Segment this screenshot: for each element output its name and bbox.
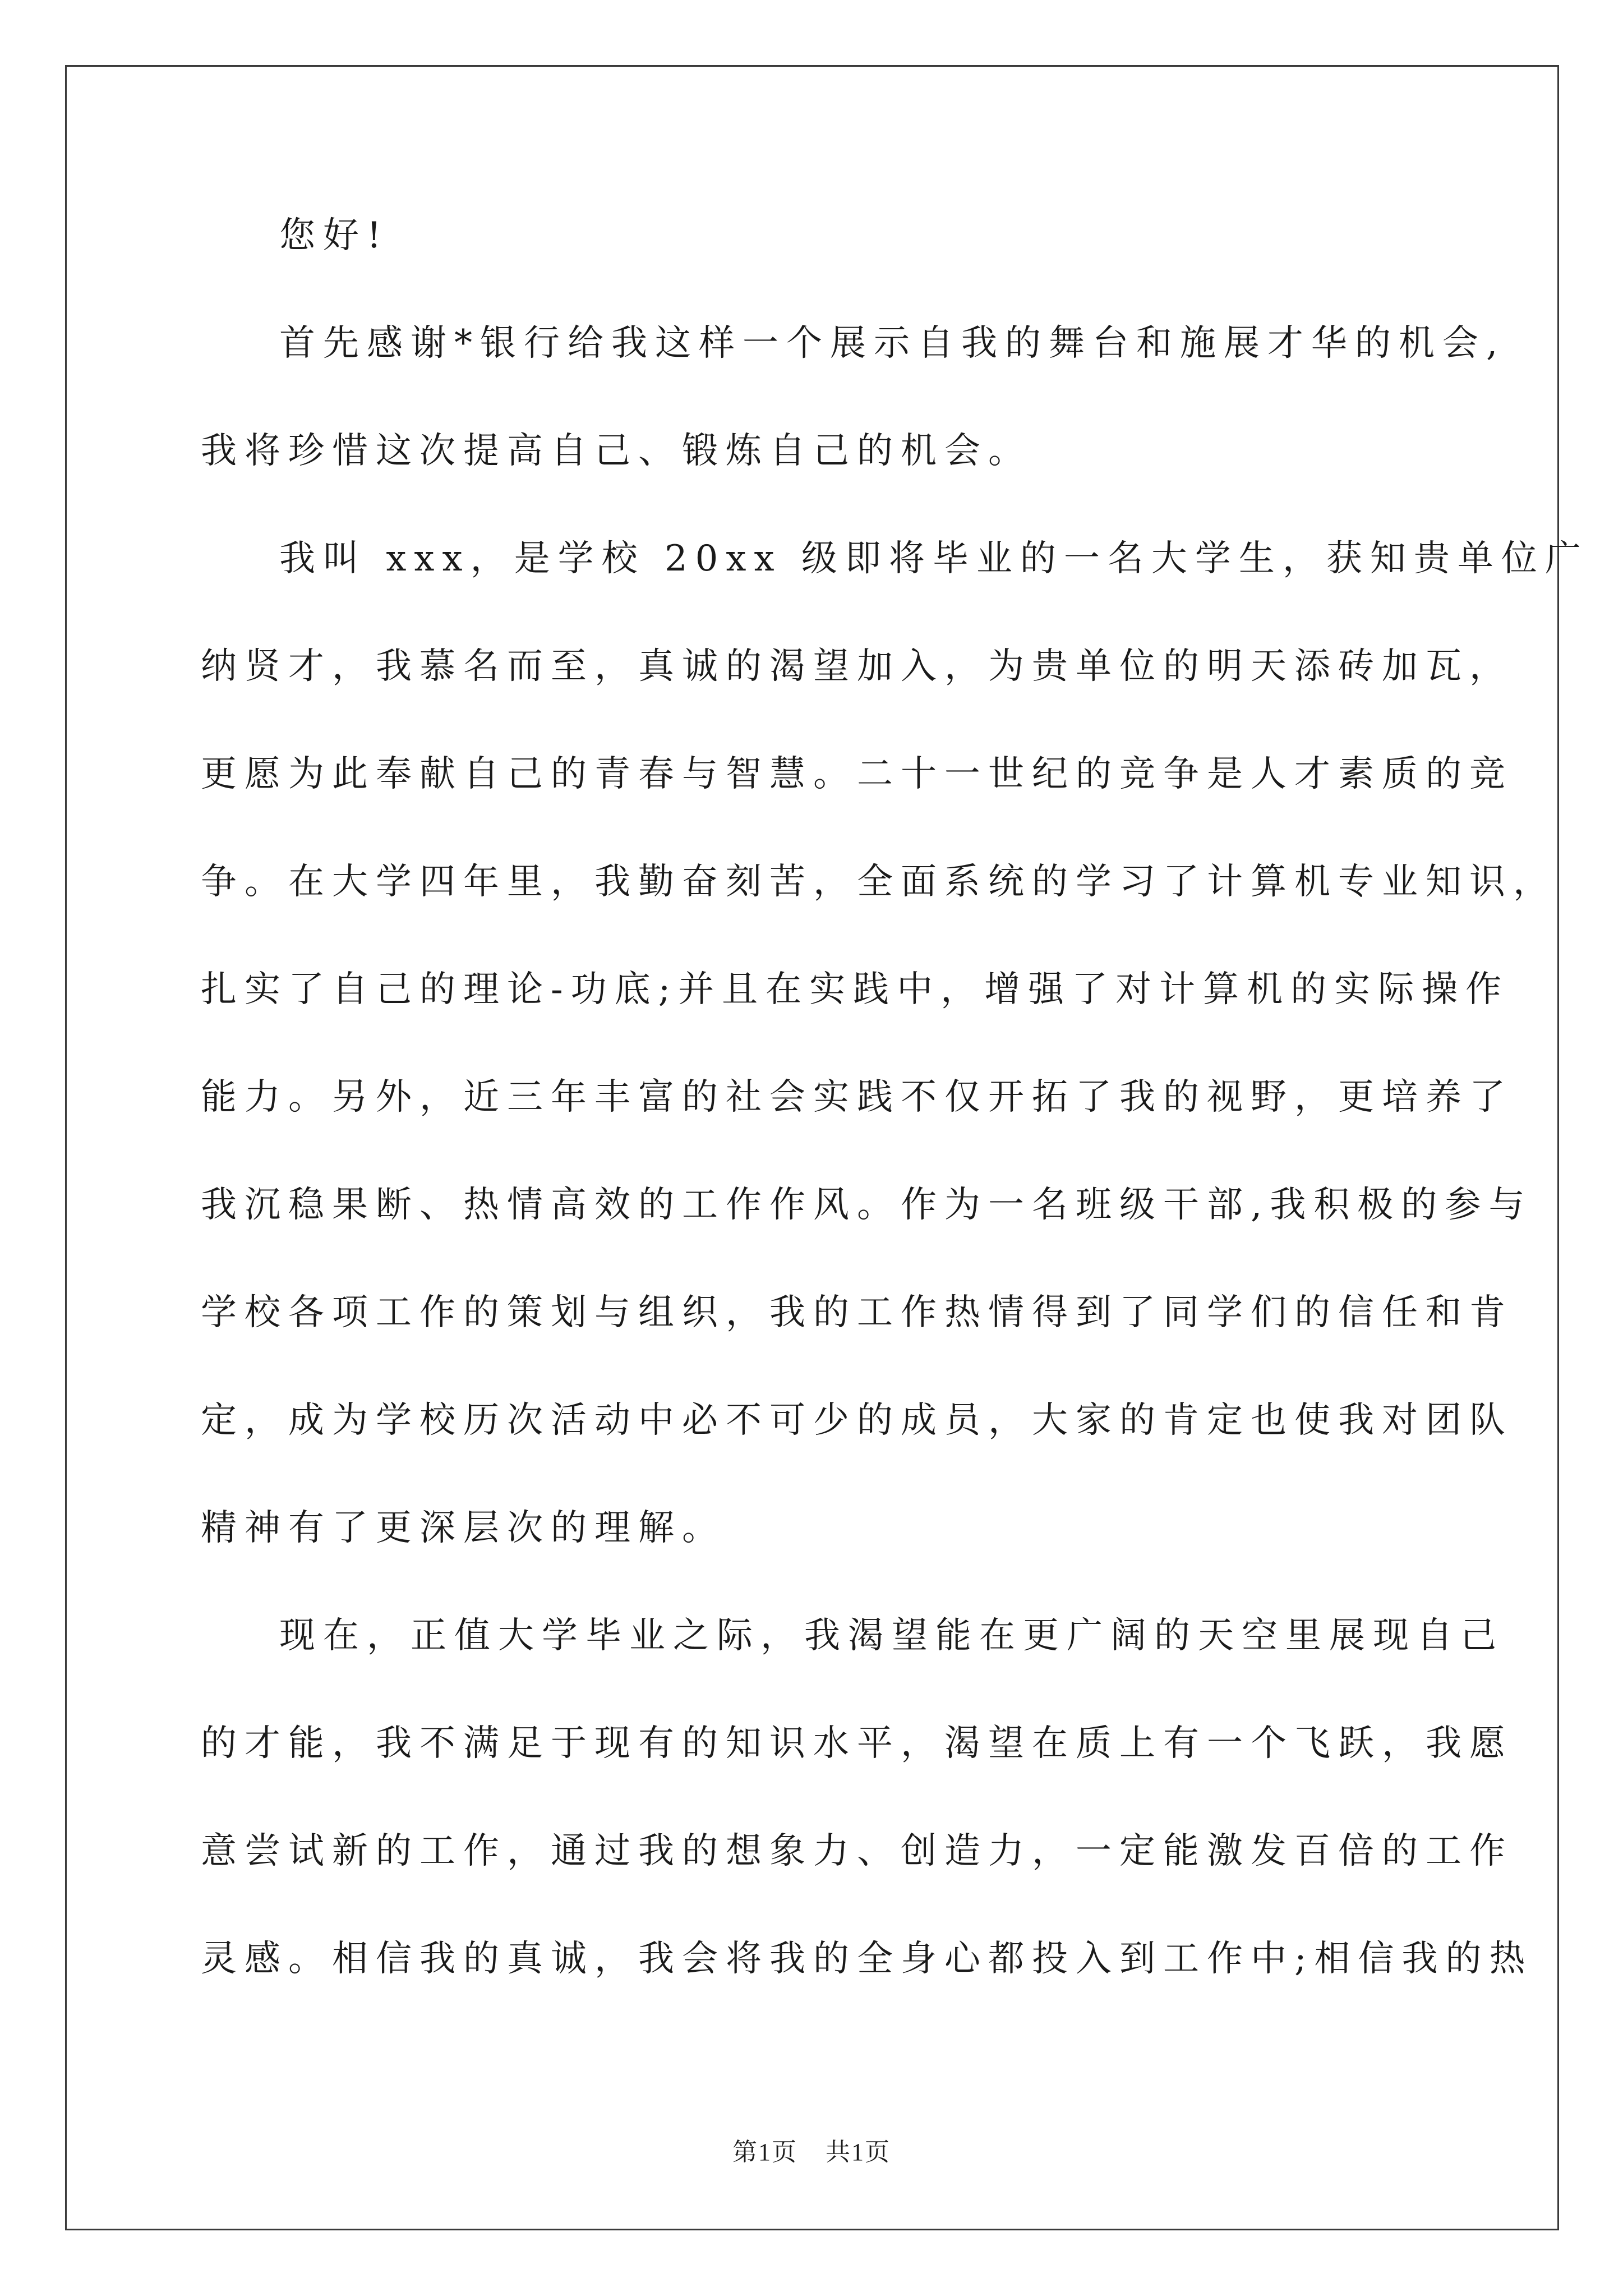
paragraph-2-line-4: 争。在大学四年里，我勤奋刻苦，全面系统的学习了计算机专业知识， [201,861,1557,903]
paragraph-2-line-6: 能力。另外，近三年丰富的社会实践不仅开拓了我的视野，更培养了 [201,1076,1513,1118]
page-number: 第1页 [732,2138,797,2166]
paragraph-3-line-2: 的才能，我不满足于现有的知识水平，渴望在质上有一个飞跃，我愿 [201,1723,1513,1764]
paragraph-2-line-1: 我叫 xxx，是学校 20xx 级即将毕业的一名大学生，获知贵单位广 [279,538,1589,579]
paragraph-2-line-7: 我沉稳果断、热情高效的工作作风。作为一名班级干部,我积极的参与 [201,1184,1533,1226]
paragraph-1-line-2: 我将珍惜这次提高自己、锻炼自己的机会。 [201,430,1032,472]
paragraph-1-line-1: 首先感谢*银行给我这样一个展示自我的舞台和施展才华的机会, [279,323,1506,364]
paragraph-2-line-9: 定，成为学校历次活动中必不可少的成员，大家的肯定也使我对团队 [201,1400,1513,1441]
letter-body [201,209,1589,2040]
paragraph-2-line-3: 更愿为此奉献自己的青春与智慧。二十一世纪的竞争是人才素质的竞 [201,753,1513,795]
paragraph-3-line-3: 意尝试新的工作，通过我的想象力、创造力，一定能激发百倍的工作 [201,1830,1513,1872]
paragraph-2-line-10: 精神有了更深层次的理解。 [201,1507,726,1549]
paragraph-2-line-2: 纳贤才，我慕名而至，真诚的渴望加入，为贵单位的明天添砖加瓦， [201,646,1513,687]
page-total: 共1页 [826,2138,891,2166]
greeting-line: 您好! [279,215,389,256]
paragraph-2-line-8: 学校各项工作的策划与组织，我的工作热情得到了同学们的信任和肯 [201,1292,1513,1333]
page-footer [0,2132,1623,2168]
paragraph-3-line-1: 现在，正值大学毕业之际，我渴望能在更广阔的天空里展现自己 [279,1615,1504,1657]
paragraph-2-line-5: 扎实了自己的理论-功底;并且在实践中，增强了对计算机的实际操作 [201,969,1510,1010]
paragraph-3-line-4: 灵感。相信我的真诚，我会将我的全身心都投入到工作中;相信我的热 [201,1938,1533,1980]
